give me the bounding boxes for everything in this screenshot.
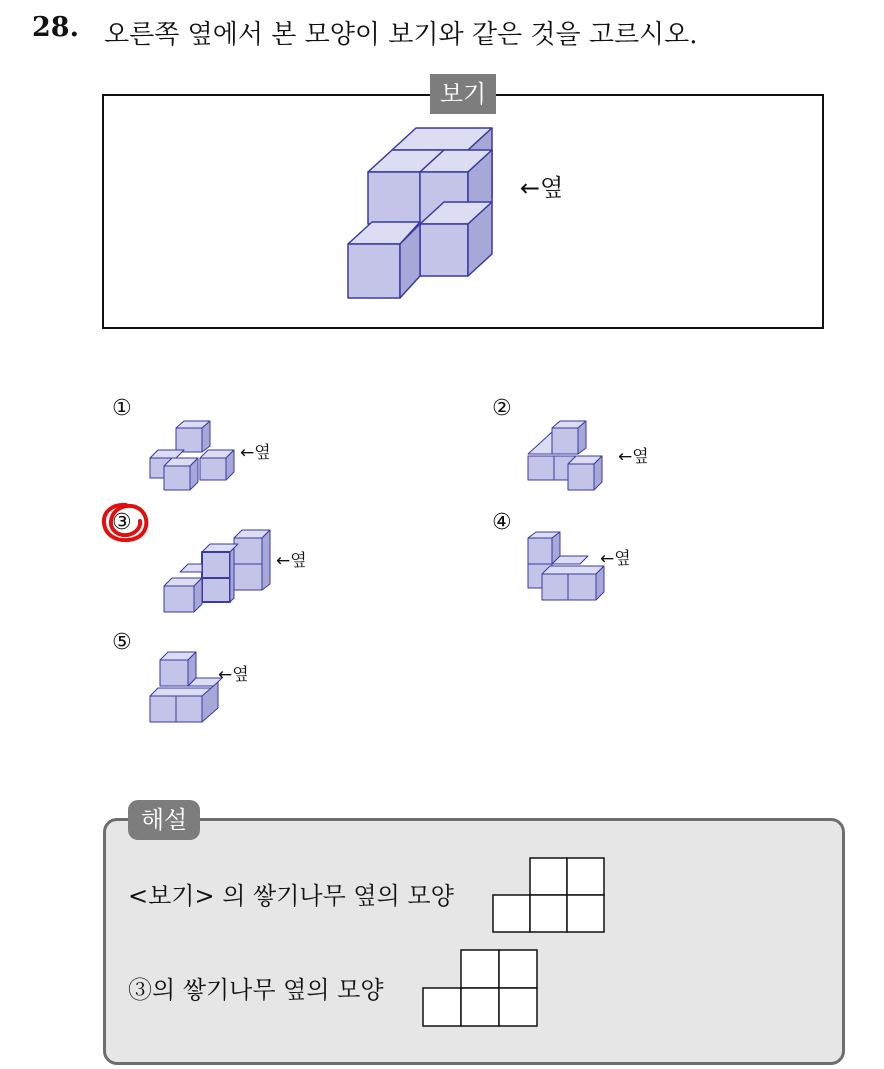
bogi-label: 보기: [430, 74, 496, 114]
option-1-number[interactable]: ①: [112, 396, 132, 421]
option-4-side-label: ←옆: [600, 549, 631, 569]
bogi-figure: [330, 120, 530, 310]
bogi-side-view-grid: [492, 856, 606, 934]
solution-label: 해설: [128, 800, 200, 840]
option-3-side-view-grid: [422, 948, 538, 1028]
solution-line-1: <보기> 의 쌓기나무 옆의 모양: [128, 882, 454, 910]
option-4-figure[interactable]: [526, 530, 610, 604]
option-3-number[interactable]: ③: [112, 510, 132, 535]
option-1-figure[interactable]: [148, 418, 242, 492]
option-2-figure[interactable]: [526, 418, 620, 492]
option-3-side-label: ←옆: [276, 551, 307, 571]
option-2-side-label: ←옆: [618, 447, 649, 467]
question-text: 오른쪽 옆에서 본 모양이 보기와 같은 것을 고르시오.: [104, 20, 698, 50]
option-3-figure[interactable]: [162, 528, 278, 614]
bogi-side-label: ←옆: [520, 174, 564, 202]
option-1-side-label: ←옆: [240, 443, 271, 463]
solution-line-2: ③의 쌓기나무 옆의 모양: [128, 976, 384, 1004]
option-2-number[interactable]: ②: [492, 396, 512, 421]
option-5-side-label: ←옆: [218, 665, 249, 685]
question-number: 28.: [32, 12, 79, 43]
option-5-number[interactable]: ⑤: [112, 630, 132, 655]
option-4-number[interactable]: ④: [492, 510, 512, 535]
